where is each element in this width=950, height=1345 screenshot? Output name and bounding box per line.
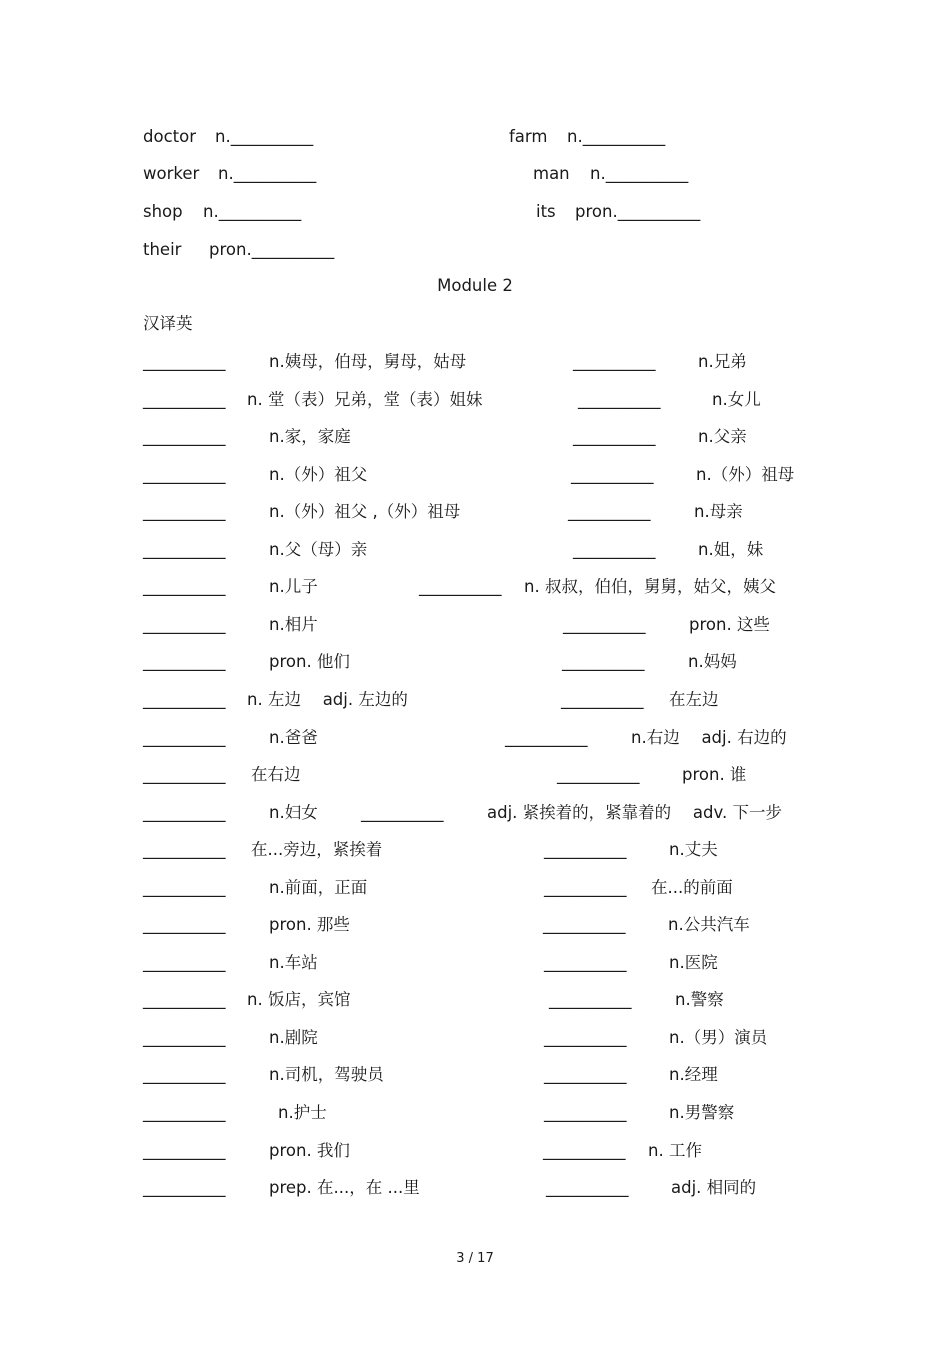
vocab-hint: n.__________ [567, 127, 666, 146]
vocab-word: doctor [143, 127, 196, 146]
answer-blank: __________ [143, 465, 226, 484]
answer-blank: __________ [419, 577, 502, 596]
definition-text: n.妇女 [269, 803, 318, 822]
definition-text: n.相片 [269, 615, 318, 634]
answer-blank: __________ [544, 840, 627, 859]
answer-blank: __________ [143, 915, 226, 934]
answer-blank: __________ [143, 652, 226, 671]
vocab-hint: n.__________ [203, 202, 302, 221]
vocab-hint: n.__________ [218, 164, 317, 183]
answer-blank: __________ [143, 728, 226, 747]
answer-blank: __________ [143, 990, 226, 1009]
definition-text: adj. 紧挨着的，紧靠着的 adv. 下一步 [487, 803, 782, 822]
definition-text: n.父亲 [698, 427, 747, 446]
answer-blank: __________ [544, 1103, 627, 1122]
definition-text: n. 左边 adj. 左边的 [247, 690, 408, 709]
answer-blank: __________ [143, 502, 226, 521]
definition-text: pron. 我们 [269, 1141, 350, 1160]
definition-text: n.丈夫 [669, 840, 718, 859]
answer-blank: __________ [143, 690, 226, 709]
answer-blank: __________ [543, 915, 626, 934]
answer-blank: __________ [544, 1065, 627, 1084]
answer-blank: __________ [557, 765, 640, 784]
definition-text: n.公共汽车 [668, 915, 750, 934]
vocab-hint: n.__________ [590, 164, 689, 183]
definition-text: n.经理 [669, 1065, 718, 1084]
definition-text: n.儿子 [269, 577, 318, 596]
definition-text: n.爸爸 [269, 728, 318, 747]
vocab-hint: pron.__________ [575, 202, 701, 221]
answer-blank: __________ [143, 390, 226, 409]
answer-blank: __________ [143, 1178, 226, 1197]
definition-text: n.女儿 [712, 390, 761, 409]
definition-text: n. 堂（表）兄弟，堂（表）姐妹 [247, 390, 483, 409]
definition-text: n.父（母）亲 [269, 540, 368, 559]
answer-blank: __________ [143, 765, 226, 784]
answer-blank: __________ [543, 1141, 626, 1160]
answer-blank: __________ [544, 953, 627, 972]
vocab-word: its [536, 202, 556, 221]
vocab-word: man [533, 164, 570, 183]
definition-text: n.男警察 [669, 1103, 735, 1122]
answer-blank: __________ [143, 1065, 226, 1084]
definition-text: n.右边 adj. 右边的 [631, 728, 787, 747]
definition-text: pron. 谁 [682, 765, 747, 784]
vocab-word: worker [143, 164, 200, 183]
definition-text: n.兄弟 [698, 352, 747, 371]
answer-blank: __________ [143, 1028, 226, 1047]
definition-text: n.护士 [278, 1103, 327, 1122]
answer-blank: __________ [568, 502, 651, 521]
answer-blank: __________ [143, 427, 226, 446]
answer-blank: __________ [571, 465, 654, 484]
definition-text: pron. 那些 [269, 915, 350, 934]
answer-blank: __________ [561, 690, 644, 709]
vocab-word: shop [143, 202, 183, 221]
answer-blank: __________ [505, 728, 588, 747]
definition-text: n.医院 [669, 953, 718, 972]
definition-text: 在左边 [669, 690, 719, 709]
vocab-word: farm [509, 127, 548, 146]
definition-text: pron. 他们 [269, 652, 350, 671]
vocab-hint: n.__________ [215, 127, 314, 146]
definition-text: n.（外）祖父 [269, 465, 368, 484]
answer-blank: __________ [143, 953, 226, 972]
definition-text: n. 叔叔，伯伯，舅舅，姑父，姨父 [524, 577, 776, 596]
definition-text: 在...旁边，紧挨着 [251, 840, 383, 859]
module-title: Module 2 [437, 276, 513, 295]
answer-blank: __________ [546, 1178, 629, 1197]
answer-blank: __________ [563, 615, 646, 634]
page-number: 3 / 17 [456, 1251, 494, 1266]
definition-text: n. 工作 [648, 1141, 702, 1160]
answer-blank: __________ [143, 352, 226, 371]
answer-blank: __________ [562, 652, 645, 671]
definition-text: n.家，家庭 [269, 427, 351, 446]
answer-blank: __________ [143, 878, 226, 897]
definition-text: n.姐，妹 [698, 540, 764, 559]
answer-blank: __________ [544, 1028, 627, 1047]
answer-blank: __________ [143, 540, 226, 559]
answer-blank: __________ [549, 990, 632, 1009]
definition-text: n.母亲 [694, 502, 743, 521]
vocab-word: their [143, 240, 182, 259]
section-label: 汉译英 [143, 314, 193, 333]
definition-text: n.车站 [269, 953, 318, 972]
answer-blank: __________ [143, 840, 226, 859]
answer-blank: __________ [544, 878, 627, 897]
answer-blank: __________ [573, 352, 656, 371]
definition-text: n.姨母，伯母，舅母，姑母 [269, 352, 467, 371]
answer-blank: __________ [573, 427, 656, 446]
definition-text: n.（外）祖父 ,（外）祖母 [269, 502, 461, 521]
definition-text: n. 饭店，宾馆 [247, 990, 351, 1009]
definition-text: pron. 这些 [689, 615, 770, 634]
answer-blank: __________ [143, 803, 226, 822]
answer-blank: __________ [143, 577, 226, 596]
answer-blank: __________ [143, 615, 226, 634]
answer-blank: __________ [143, 1141, 226, 1160]
answer-blank: __________ [143, 1103, 226, 1122]
answer-blank: __________ [361, 803, 444, 822]
definition-text: n.妈妈 [688, 652, 737, 671]
definition-text: 在右边 [251, 765, 301, 784]
definition-text: n.剧院 [269, 1028, 318, 1047]
vocab-hint: pron.__________ [209, 240, 335, 259]
definition-text: prep. 在...，在 ...里 [269, 1178, 420, 1197]
answer-blank: __________ [578, 390, 661, 409]
answer-blank: __________ [573, 540, 656, 559]
definition-text: 在...的前面 [651, 878, 733, 897]
definition-text: n.前面，正面 [269, 878, 368, 897]
definition-text: n.（外）祖母 [696, 465, 795, 484]
definition-text: n.（男）演员 [669, 1028, 768, 1047]
definition-text: n.司机，驾驶员 [269, 1065, 384, 1084]
definition-text: n.警察 [675, 990, 724, 1009]
definition-text: adj. 相同的 [671, 1178, 757, 1197]
